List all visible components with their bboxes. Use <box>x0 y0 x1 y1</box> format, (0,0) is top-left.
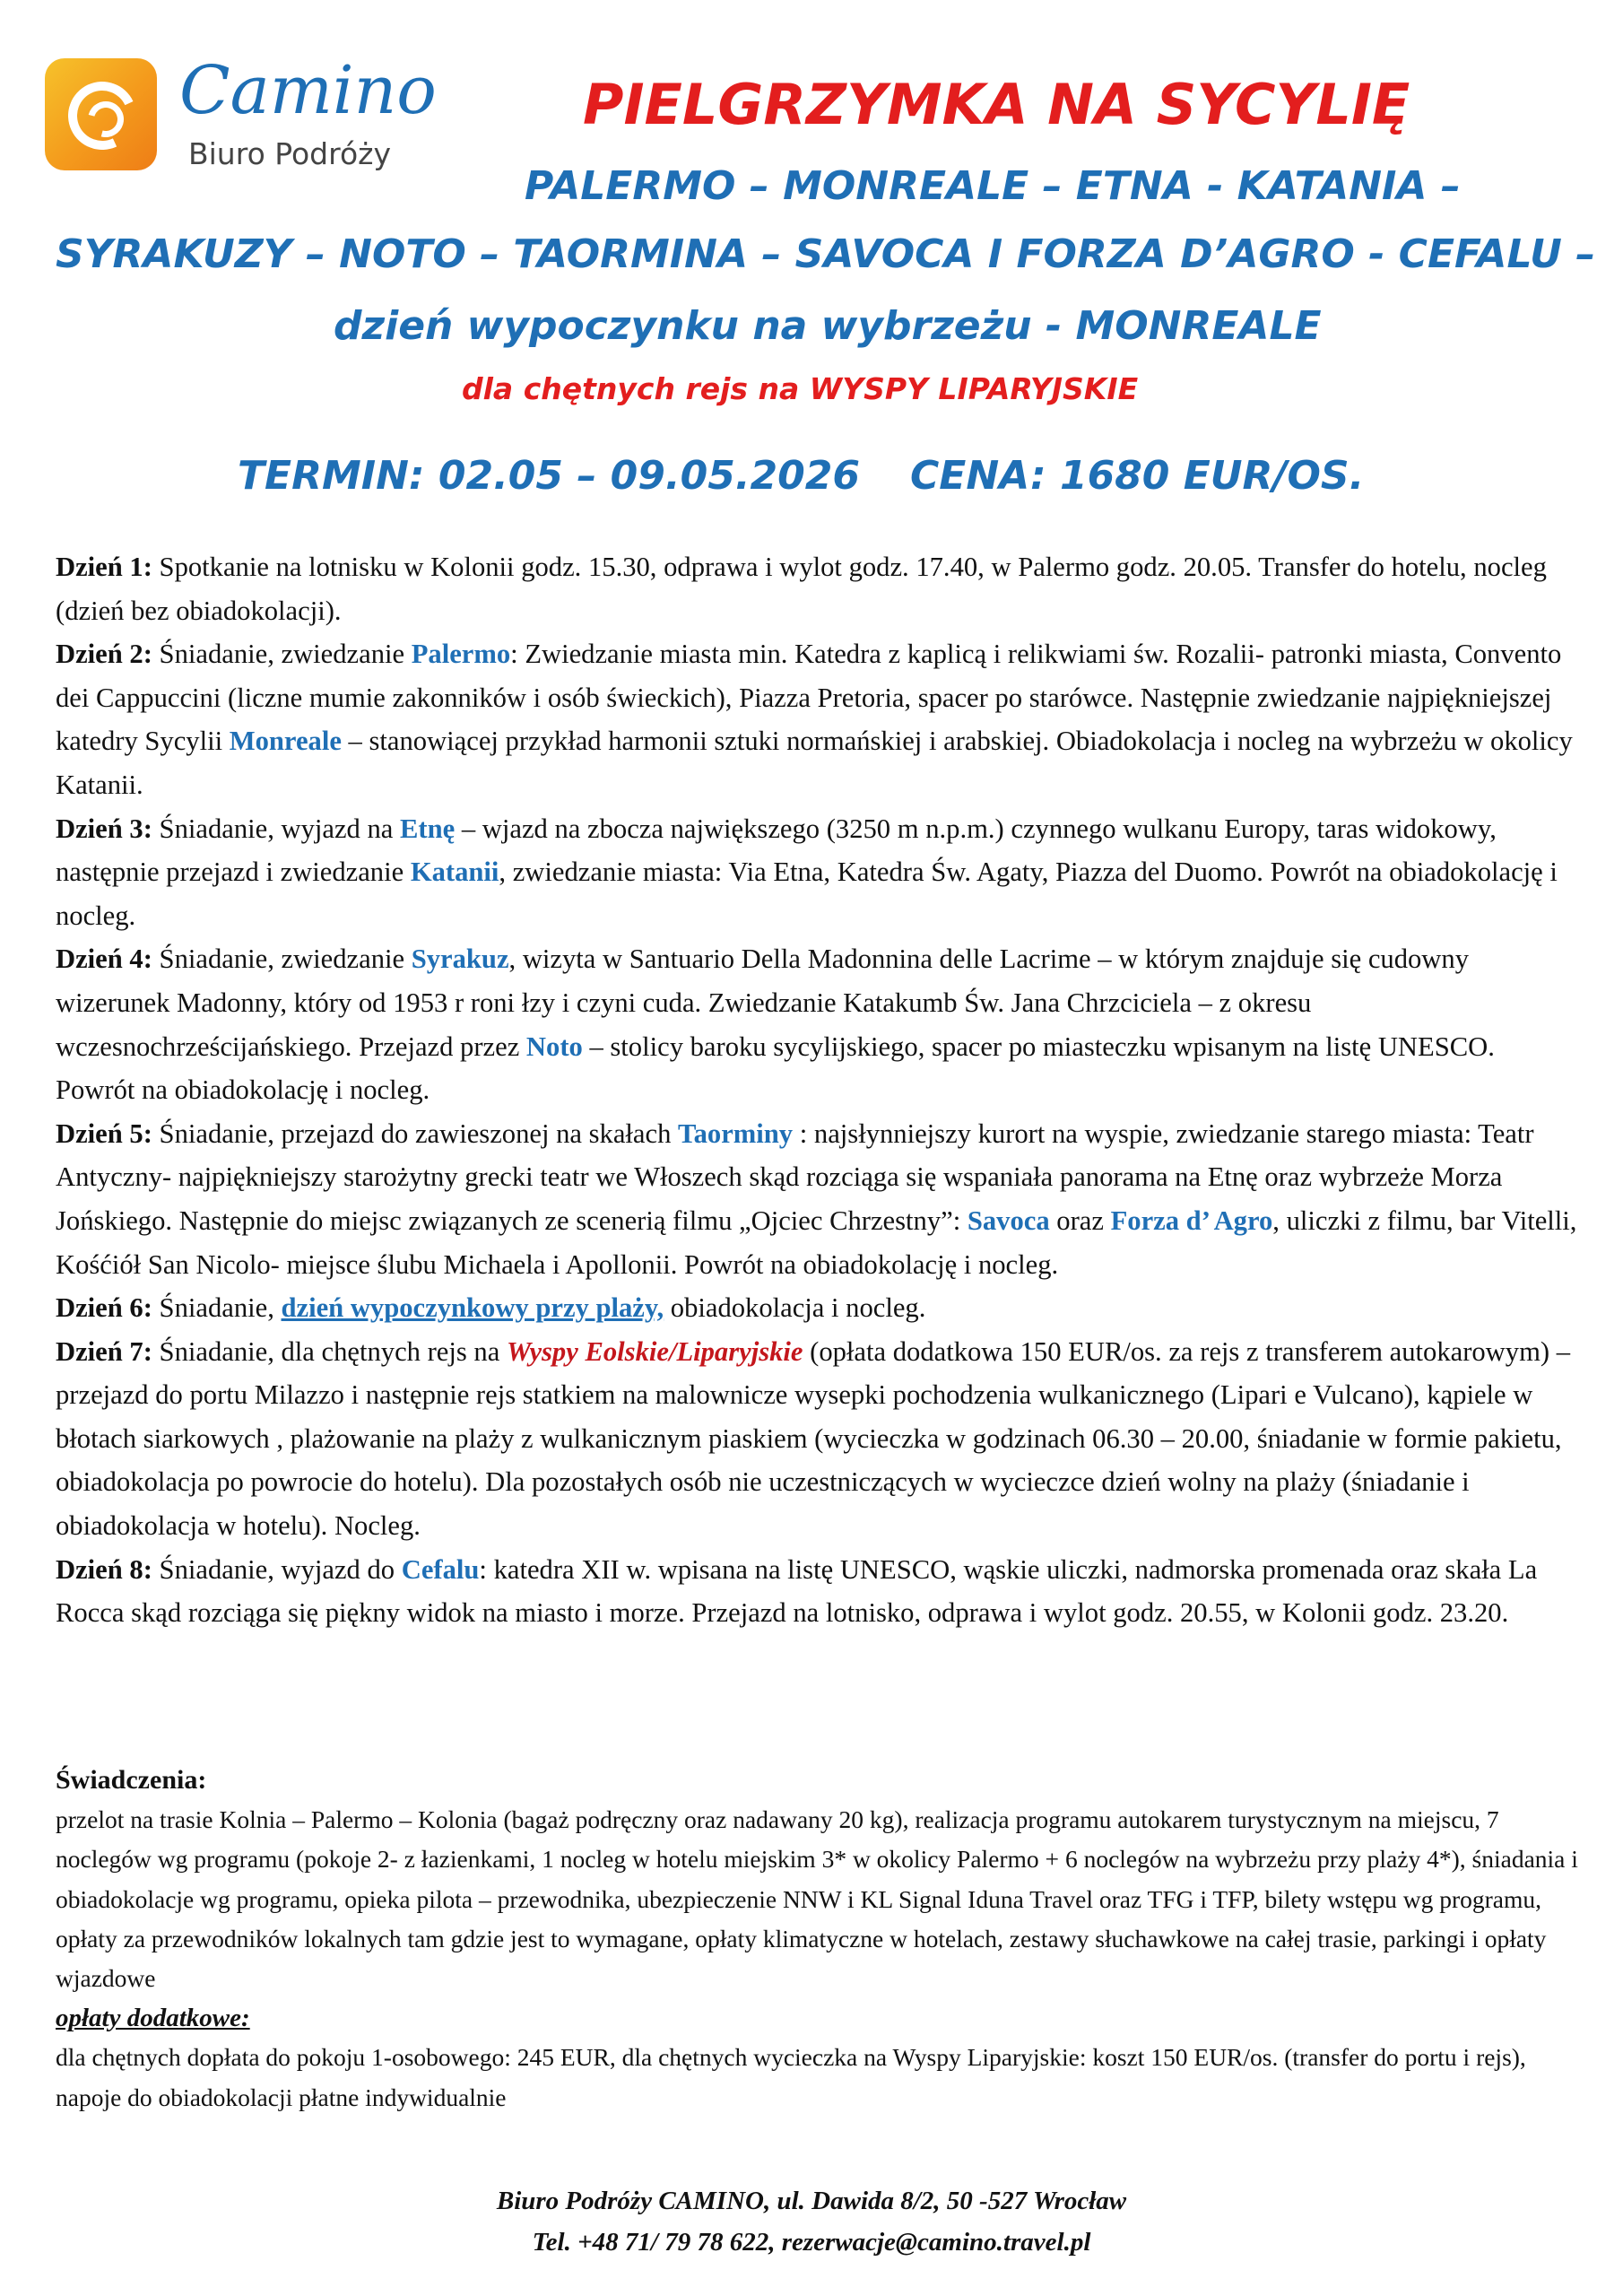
place-highlight: Wyspy Eolskie/Liparyjskie <box>506 1335 803 1367</box>
page-title: PIELGRZYMKA NA SYCYLIĘ <box>583 72 1410 137</box>
services-text: przelot na trasie Kolnia – Palermo – Kolonia (bagaż podręczny oraz nadawany 20 kg), realizacja programu autokarem turystycznym na miejscu, 7 noclegów wg programu (pokoje 2- z łazienkami, 1 nocleg w hotelu miejskim 3* w okolicy Palermo + 6 noclegów na wybrzeżu przy plaży 4*), śniadania i obiadokolacje wg programu, opieka pilota – przewodnika, ubezpieczenie NNW i KL Signal Iduna Travel oraz TFG i TFP, bilety wstępu wg programu, opłaty za przewodników lokalnych tam gdzie jest to wymagane, opłaty klimatyczne w hotelach, zestawy słuchawkowe na całej trasie, parkingi i opłaty wjazdowe <box>56 1805 1578 1993</box>
day-2-paragraph <box>56 632 1580 806</box>
place-highlight: Palermo <box>411 639 511 670</box>
day-label: Dzień 8: <box>56 1553 152 1585</box>
day-text: Śniadanie, <box>152 1292 282 1324</box>
place-highlight: Etnę <box>400 813 456 844</box>
day-text: , zwiedzanie miasta: Via Etna, Katedra Św. Agaty, Piazza del Duomo. Powrót na obiadokolację i nocleg. <box>56 857 1558 931</box>
camino-logo-mark-icon <box>45 58 157 170</box>
day-text: – wjazd na zbocza największego (3250 m n.p.m.) czynnego wulkanu Europy, taras widokowy, następnie przejazd i zwiedzanie <box>56 813 1497 888</box>
day-text: , uliczki z filmu, bar Vitelli, Kośćiół San Nicolo- miejsce ślubu Michaela i Apollonii. Powrót na obiadokolację i nocleg. <box>56 1205 1577 1280</box>
day-text: Śniadanie, zwiedzanie <box>152 639 412 670</box>
place-highlight: Savoca <box>967 1205 1050 1236</box>
day-text: : najsłynniejszy kurort na wyspie, zwiedzanie starego miasta: Teatr Antyczny- najpiękniejszy starożytny grecki teatr we Włoszech skąd rozciąga się wspaniała panorama na Etnę oraz wybrzeże Morza Jońskiego. Następnie do miejsc związanych ze scenerią filmu „Ojciec Chrzestny”: <box>56 1118 1534 1236</box>
day-text: Śniadanie, wyjazd na <box>152 813 401 844</box>
day-1-paragraph <box>56 545 1580 632</box>
trip-term: TERMIN: 02.05 – 09.05.2026 <box>238 453 861 499</box>
services-title: Świadczenia: <box>56 1765 207 1795</box>
route-line-3: dzień wypoczynku na wybrzeżu - MONREALE <box>334 303 1322 349</box>
day-label: Dzień 5: <box>56 1118 152 1149</box>
place-highlight: Katanii <box>410 857 499 888</box>
day-7-paragraph <box>56 1330 1580 1548</box>
place-highlight: Forza d’ Agro <box>1110 1205 1273 1236</box>
services-section <box>56 1761 1580 2118</box>
place-highlight: Syrakuz <box>411 944 509 975</box>
day-label: Dzień 3: <box>56 813 152 844</box>
place-highlight: dzień wypoczynkowy przy plaży, <box>281 1292 664 1324</box>
day-text: Śniadanie, dla chętnych rejs na <box>152 1335 507 1367</box>
day-6-paragraph <box>56 1286 1580 1330</box>
day-text: – stolicy baroku sycylijskiego, spacer po miasteczku wpisanym na listę UNESCO. Powrót na obiadokolację i nocleg. <box>56 1031 1495 1106</box>
day-text: , wizyta w Santuario Della Madonnina delle Lacrime – w którym znajduje się cudowny wizerunek Madonny, który od 1953 r roni łzy i czyni cuda. Zwiedzanie Katakumb Św. Jana Chrzciciela – z okresu wczesnochrześcijańskiego. Przejazd przez <box>56 944 1469 1062</box>
day-label: Dzień 2: <box>56 639 152 670</box>
day-label: Dzień 1: <box>56 552 152 582</box>
day-text: obiadokolacja i nocleg. <box>664 1292 926 1324</box>
day-4-paragraph <box>56 937 1580 1111</box>
day-text: Śniadanie, wyjazd do <box>152 1553 402 1585</box>
day-label: Dzień 4: <box>56 944 152 975</box>
day-text: : katedra XII w. wpisana na listę UNESCO, wąskie uliczki, nadmorska promenada oraz skała La Rocca skąd rozciąga się piękny widok na miasto i morze. Przejazd na lotnisko, odprawa i wylot godz. 20.55, w Kolonii godz. 23.20. <box>56 1553 1538 1629</box>
extras-title: opłaty dodatkowe: <box>56 2004 250 2033</box>
day-3-paragraph <box>56 807 1580 938</box>
logo-name: Camino <box>179 52 437 129</box>
day-text: Śniadanie, zwiedzanie <box>152 944 412 975</box>
place-highlight: Monreale <box>229 726 342 757</box>
footer-address: Biuro Podróży CAMINO, ul. Dawida 8/2, 50 -527 Wrocław <box>496 2187 1127 2215</box>
day-text: Śniadanie, przejazd do zawieszonej na skałach <box>152 1118 679 1149</box>
itinerary <box>56 545 1580 1635</box>
route-line-2: SYRAKUZY – NOTO – TAORMINA – SAVOCA I FORZA D’AGRO - CEFALU – <box>56 231 1596 277</box>
place-highlight: Noto <box>525 1031 583 1062</box>
day-label: Dzień 6: <box>56 1292 152 1324</box>
day-text: (opłata dodatkowa 150 EUR/os. za rejs z transferem autokarowym) – przejazd do portu Milazzo i następnie rejs statkiem na malownicze wysepki pochodzenia wulkanicznego (Lipari e Vulcano), kąpiele w błotach siarkowych , plażowanie na plaży z wulkanicznym piaskiem (wycieczka w godzinach 06.30 – 20.00, śniadanie w formie pakietu, obiadokolacja po powrocie do hotelu). Dla pozostałych osób nie uczestniczących w wycieczce dzień wolny na plaży (śniadanie i obiadokolacja w hotelu). Nocleg. <box>56 1335 1571 1542</box>
place-highlight: Cefalu <box>401 1553 480 1585</box>
day-text: Spotkanie na lotnisku w Kolonii godz. 15.30, odprawa i wylot godz. 17.40, w Palermo godz. 20.05. Transfer do hotelu, nocleg (dzień bez obiadokolacji). <box>56 552 1547 626</box>
route-line-1: PALERMO – MONREALE – ETNA - KATANIA – <box>525 163 1461 209</box>
logo-subtitle: Biuro Podróży <box>188 136 391 171</box>
footer-contact: Tel. +48 71/ 79 78 622, rezerwacje@camino.travel.pl <box>532 2228 1091 2257</box>
day-text: – stanowiącej przykład harmonii sztuki normańskiej i arabskiej. Obiadokolacja i nocleg na wybrzeżu w okolicy Katanii. <box>56 726 1573 800</box>
place-highlight: Taorminy <box>678 1118 794 1149</box>
camino-logo <box>45 52 437 179</box>
day-label: Dzień 7: <box>56 1335 152 1367</box>
day-8-paragraph <box>56 1548 1580 1635</box>
trip-price: CENA: 1680 EUR/OS. <box>910 453 1365 499</box>
optional-cruise-note: dla chętnych rejs na WYSPY LIPARYJSKIE <box>462 371 1139 406</box>
day-5-paragraph <box>56 1112 1580 1286</box>
day-text: oraz <box>1049 1205 1111 1236</box>
extras-text: dla chętnych dopłata do pokoju 1-osobowego: 245 EUR, dla chętnych wycieczka na Wyspy Liparyjskie: koszt 150 EUR/os. (transfer do portu i rejs), napoje do obiadokolacji płatne indywidualnie <box>56 2043 1526 2111</box>
day-text: : Zwiedzanie miasta min. Katedra z kaplicą i relikwiami św. Rozalii- patronki miasta, Convento dei Cappuccini (liczne mumie zakonników i osób świeckich), Piazza Pretoria, spacer po starówce. Następnie zwiedzanie najpiękniejszej katedry Sycylii <box>56 639 1562 757</box>
